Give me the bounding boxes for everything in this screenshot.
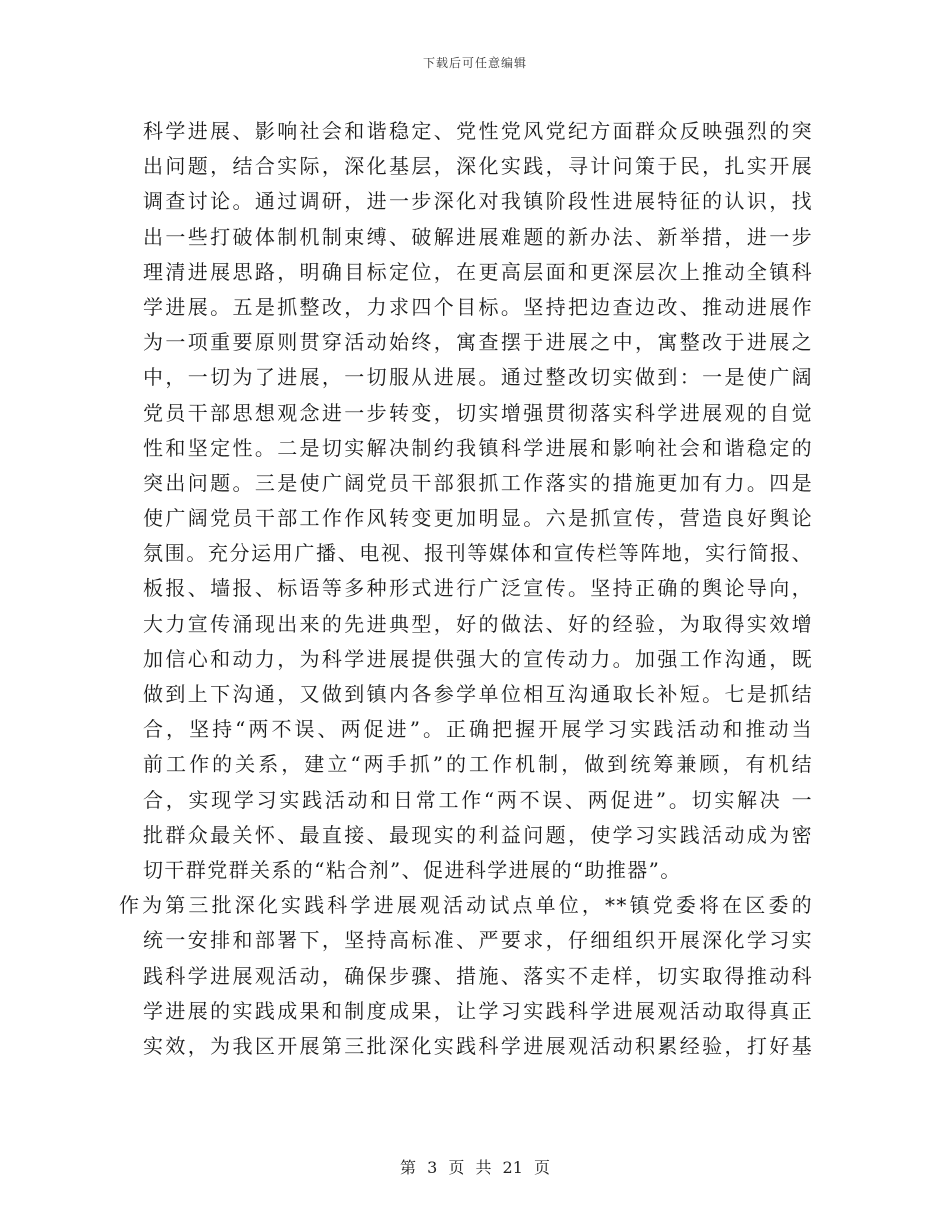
text-line: 做到上下沟通，又做到镇内各参学单位相互沟通取长补短。七是抓结	[143, 682, 813, 706]
page-number-footer: 第 3 页 共 21 页	[400, 1158, 550, 1177]
text-line: 切干群党群关系的“粘合剂”、促进科学进展的“助推器”。	[143, 857, 682, 882]
text-line: 中，一切为了进展，一切服从进展。通过整改切实做到：一是使广阔	[143, 365, 813, 390]
text-line: 践科学进展观活动，确保步骤、措施、落实不走样，切实取得推动科	[143, 963, 813, 988]
text-line: 理清进展思路，明确目标定位，在更高层面和更深层次上推动全镇科	[143, 259, 813, 284]
text-line: 统一安排和部署下，坚持高标准、严要求，仔细组织开展深化学习实	[143, 928, 813, 953]
text-line: 合，坚持“两不误、两促进”。正确把握开展学习实践活动和推动当	[143, 717, 813, 742]
page-header: 下载后可任意编辑	[422, 56, 527, 70]
text-line: 出问题，结合实际，深化基层，深化实践，寻计问策于民，扎实开展	[143, 154, 813, 179]
text-line: 出一些打破体制机制束缚、破解进展难题的新办法、新举措，进一步	[143, 224, 813, 249]
text-line: 调查讨论。通过调研，进一步深化对我镇阶段性进展特征的认识，找	[143, 189, 813, 214]
paragraph-2	[119, 888, 813, 1064]
text-line: 使广阔党员干部工作作风转变更加明显。六是抓宣传，营造良好舆论	[143, 506, 813, 531]
text-line: 合，实现学习实践活动和日常工作“两不误、两促进”。切实解决 一	[143, 787, 813, 812]
text-line: 板报、墙报、标语等多种形式进行广泛宣传。坚持正确的舆论导向，	[143, 576, 813, 601]
text-line: 实效，为我区开展第三批深化实践科学进展观活动积累经验，打好基	[143, 1033, 813, 1058]
paragraph-1	[143, 114, 813, 888]
text-line: 为一项重要原则贯穿活动始终，寓查摆于进展之中，寓整改于进展之	[143, 330, 813, 355]
text-line: 作为第三批深化实践科学进展观活动试点单位，**镇党委将在区委的	[119, 893, 813, 918]
text-line: 学进展的实践成果和制度成果，让学习实践科学进展观活动取得真正	[143, 998, 813, 1023]
text-line: 性和坚定性。二是切实解决制约我镇科学进展和影响社会和谐稳定的	[143, 435, 813, 460]
text-line: 科学进展、影响社会和谐稳定、党性党风党纪方面群众反映强烈的突	[143, 119, 813, 143]
text-line: 学进展。五是抓整改，力求四个目标。坚持把边查边改、推动进展作	[143, 294, 813, 319]
text-line: 加信心和动力，为科学进展提供强大的宣传动力。加强工作沟通，既	[143, 646, 813, 671]
text-line: 批群众最关怀、最直接、最现实的利益问题，使学习实践活动成为密	[143, 822, 813, 847]
text-line: 前工作的关系，建立“两手抓”的工作机制，做到统筹兼顾，有机结	[143, 752, 813, 777]
text-line: 党员干部思想观念进一步转变，切实增强贯彻落实科学进展观的自觉	[143, 400, 813, 425]
text-line: 大力宣传涌现出来的先进典型，好的做法、好的经验，为取得实效增	[143, 611, 813, 636]
body-text	[119, 114, 813, 1064]
text-line: 突出问题。三是使广阔党员干部狠抓工作落实的措施更加有力。四是	[143, 470, 813, 495]
text-line: 氛围。充分运用广播、电视、报刊等媒体和宣传栏等阵地，实行简报、	[143, 541, 813, 566]
